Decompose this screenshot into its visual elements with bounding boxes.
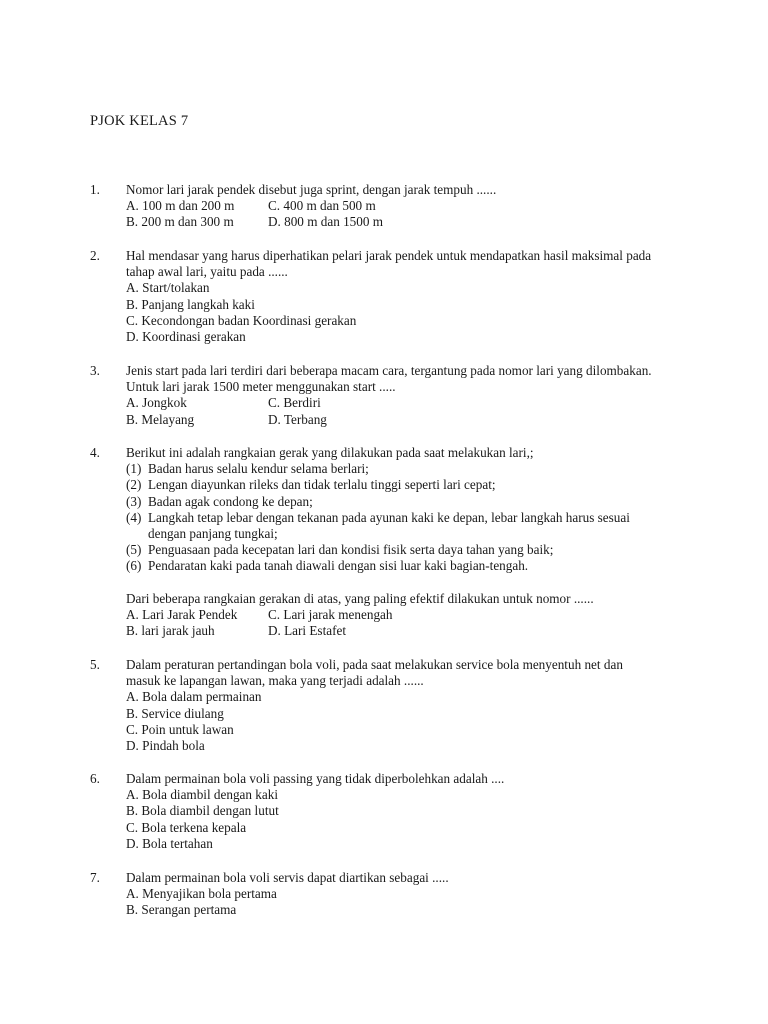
list-item-number: (5) xyxy=(126,542,142,558)
question-7 xyxy=(90,870,690,919)
question-number: 3. xyxy=(90,363,100,378)
list-item-number: (6) xyxy=(126,558,142,574)
question-text-line: Dalam peraturan pertandingan bola voli, pada saat melakukan service bola menyentuh net dan xyxy=(126,657,623,672)
option-b: B. Bola diambil dengan lutut xyxy=(126,803,279,819)
list-item xyxy=(126,510,690,542)
option-c: C. Berdiri xyxy=(268,395,321,411)
option-b: B. Panjang langkah kaki xyxy=(126,296,255,312)
question-text: Dalam permainan bola voli passing yang tidak diperbolehkan adalah .... xyxy=(126,771,505,786)
question-text: Berikut ini adalah rangkaian gerak yang dilakukan pada saat melakukan lari,; xyxy=(126,445,534,460)
option-c: C. Poin untuk lawan xyxy=(126,721,234,737)
list-item xyxy=(126,542,690,558)
question-number: 7. xyxy=(90,870,100,885)
question-2 xyxy=(90,248,690,345)
option-b: B. Serangan pertama xyxy=(126,902,237,918)
question-5 xyxy=(90,657,690,754)
option-c: C. Kecondongan badan Koordinasi gerakan xyxy=(126,312,357,328)
options-grid xyxy=(126,395,690,427)
option-d: D. Koordinasi gerakan xyxy=(126,329,246,345)
option-b: B. Melayang xyxy=(126,411,195,427)
question-number: 1. xyxy=(90,182,100,197)
question-1 xyxy=(90,182,690,231)
option-d: D. Lari Estafet xyxy=(268,623,346,639)
list-item-text: Penguasaan pada kecepatan lari dan kondisi fisik serta daya tahan yang baik; xyxy=(148,542,554,558)
question-3 xyxy=(90,363,690,428)
option-d: D. Bola tertahan xyxy=(126,835,213,851)
option-c: C. Lari jarak menengah xyxy=(268,606,393,622)
list-item-number: (2) xyxy=(126,477,142,493)
question-text-line: masuk ke lapangan lawan, maka yang terjadi adalah ...... xyxy=(126,673,424,689)
list-item-text: Langkah tetap lebar dengan tekanan pada ayunan kaki ke depan, lebar langkah harus sesuai xyxy=(148,509,630,525)
option-d: D. Pindah bola xyxy=(126,738,205,754)
option-b: B. lari jarak jauh xyxy=(126,623,215,639)
option-a: A. Bola diambil dengan kaki xyxy=(126,787,278,803)
option-c: C. 400 m dan 500 m xyxy=(268,198,376,214)
option-a: A. Start/tolakan xyxy=(126,280,210,296)
question-followup: Dari beberapa rangkaian gerakan di atas, yang paling efektif dilakukan untuk nomor ...... xyxy=(126,590,594,606)
question-text: Nomor lari jarak pendek disebut juga sprint, dengan jarak tempuh ...... xyxy=(126,182,497,197)
document-title: PJOK KELAS 7 xyxy=(90,113,189,129)
question-4 xyxy=(90,445,690,639)
options-grid xyxy=(126,198,690,230)
question-text: Dalam permainan bola voli servis dapat diartikan sebagai ..... xyxy=(126,870,449,885)
list-item xyxy=(126,477,690,493)
list-item-text: Pendaratan kaki pada tanah diawali dengan sisi luar kaki bagian-tengah. xyxy=(148,558,529,574)
list-item-text: Lengan diayunkan rileks dan tidak terlalu tinggi seperti lari cepat; xyxy=(148,477,496,493)
option-b: B. Service diulang xyxy=(126,705,224,721)
list-item-number: (1) xyxy=(126,461,142,477)
option-d: D. Terbang xyxy=(268,411,327,427)
question-text-line: tahap awal lari, yaitu pada ...... xyxy=(126,264,288,280)
question-number: 4. xyxy=(90,445,100,460)
question-text-line: Untuk lari jarak 1500 meter menggunakan start ..... xyxy=(126,379,396,395)
list-item-text: Badan harus selalu kendur selama berlari; xyxy=(148,461,369,477)
question-text-line: Jenis start pada lari terdiri dari beberapa macam cara, tergantung pada nomor lari yang dilombakan. xyxy=(126,363,652,378)
question-text-line: Hal mendasar yang harus diperhatikan pelari jarak pendek untuk mendapatkan hasil maksimal pada xyxy=(126,248,652,263)
option-a: A. Menyajikan bola pertama xyxy=(126,886,277,902)
list-item xyxy=(126,461,690,477)
list-item-number: (4) xyxy=(126,509,142,525)
option-d: D. 800 m dan 1500 m xyxy=(268,214,384,230)
question-number: 6. xyxy=(90,771,100,786)
list-item-text: Badan agak condong ke depan; xyxy=(148,493,313,509)
list-item xyxy=(126,494,690,510)
list-item-text-continued: dengan panjang tungkai; xyxy=(148,526,278,542)
question-number: 5. xyxy=(90,657,100,672)
list-item-number: (3) xyxy=(126,493,142,509)
question-6 xyxy=(90,771,690,852)
list-item xyxy=(126,558,690,574)
option-a: A. 100 m dan 200 m xyxy=(126,198,235,214)
option-c: C. Bola terkena kepala xyxy=(126,819,247,835)
options-grid xyxy=(126,607,690,639)
option-a: A. Jongkok xyxy=(126,395,187,411)
option-a: A. Lari Jarak Pendek xyxy=(126,606,238,622)
option-a: A. Bola dalam permainan xyxy=(126,689,262,705)
option-b: B. 200 m dan 300 m xyxy=(126,214,234,230)
question-number: 2. xyxy=(90,248,100,263)
